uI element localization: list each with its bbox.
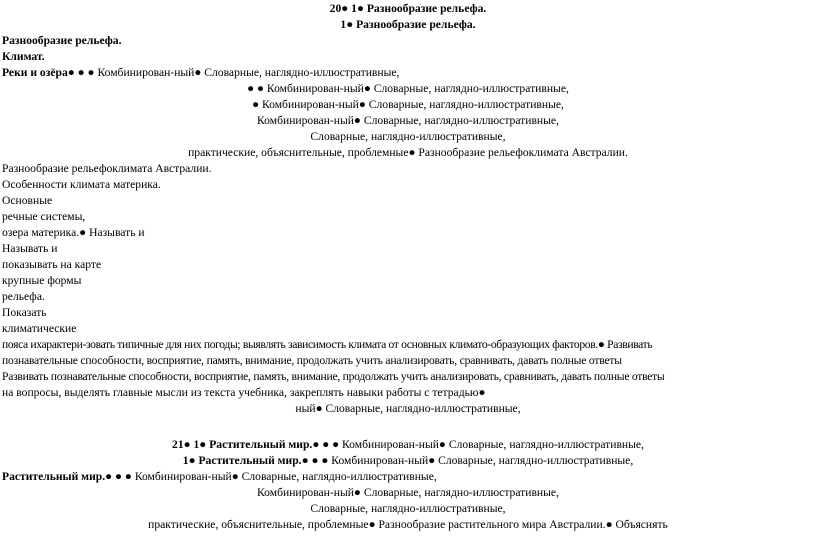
lesson-type-text: Комбинирован-ный● Словарные, наглядно-иллюстративные, (342, 438, 644, 451)
text-line: Разнообразие рельефоклимата Австралии. (2, 162, 212, 175)
lesson-type-text: Комбинирован-ный● Словарные, наглядно-иллюстративные, (97, 66, 400, 79)
text-line: пояса ихарактери-зовать типичные для них погоды; выявлять зависимость климата от основных климато-образующих факторов.● Развивать (2, 338, 653, 351)
text-line: Словарные, наглядно-иллюстративные, (310, 130, 506, 143)
text-line: Показать (2, 306, 47, 319)
text-line: показывать на карте (2, 258, 102, 271)
text-line: Комбинирован-ный● Словарные, наглядно-иллюстративные, (257, 486, 559, 499)
text-line (2, 469, 437, 485)
text-line: Называть и (2, 242, 58, 255)
text-line (2, 65, 399, 81)
text-line: ный● Словарные, наглядно-иллюстративные, (295, 402, 521, 415)
text-line (0, 453, 816, 469)
text-line: Комбинирован-ный● Словарные, наглядно-иллюстративные, (257, 114, 559, 127)
text-line: Словарные, наглядно-иллюстративные, (310, 502, 506, 515)
text-line: озера материка.● Называть и (2, 226, 145, 239)
lesson-type-text: Комбинирован-ный● Словарные, наглядно-иллюстративные, (134, 470, 437, 483)
text-line: ● Комбинирован-ный● Словарные, наглядно-иллюстративные, (252, 98, 564, 111)
lesson-heading: 21● 1● Растительный мир.● ● ● (172, 438, 340, 451)
heading-line-1: 20● 1● Разнообразие рельефа. (329, 2, 487, 15)
text-line: Особенности климата материка. (2, 178, 161, 191)
text-line: ● ● Комбинирован-ный● Словарные, наглядно-иллюстративные, (247, 82, 569, 95)
text-line: речные системы, (2, 210, 86, 223)
section-subtitle: Климат. (2, 50, 45, 63)
text-line: познавательные способности, восприятие, память, внимание, продолжать учить анализировать, сравнивать, давать полные ответы (2, 354, 622, 367)
text-line: Развивать познавательные способности, восприятие, память, внимание, продолжать учить анализировать, сравнивать, давать полные ответы (2, 370, 665, 383)
text-line: на вопросы, выделять главные мысли из текста учебника, закреплять навыки работы с тетрадью● (2, 386, 486, 399)
section-title: Разнообразие рельефа. (2, 34, 122, 47)
heading-line-2: 1● Разнообразие рельефа. (340, 18, 476, 31)
text-line: практические, объяснительные, проблемные● Разнообразие рельефоклимата Австралии. (188, 146, 628, 159)
text-line: климатические (2, 322, 77, 335)
text-line: практические, объяснительные, проблемные● Разнообразие растительного мира Австралии.● Объяснять (148, 518, 668, 531)
text-line: крупные формы (2, 274, 82, 287)
lesson-heading: 1● Растительный мир.● ● ● (182, 454, 329, 467)
lesson-type-text: Комбинирован-ный● Словарные, наглядно-иллюстративные, (331, 454, 634, 467)
text-line: Основные (2, 194, 53, 207)
text-line (0, 437, 816, 453)
topic-label: Реки и озёра● ● ● (2, 66, 95, 79)
lesson-heading: Растительный мир.● ● ● (2, 470, 132, 483)
text-line: рельефа. (2, 290, 45, 303)
